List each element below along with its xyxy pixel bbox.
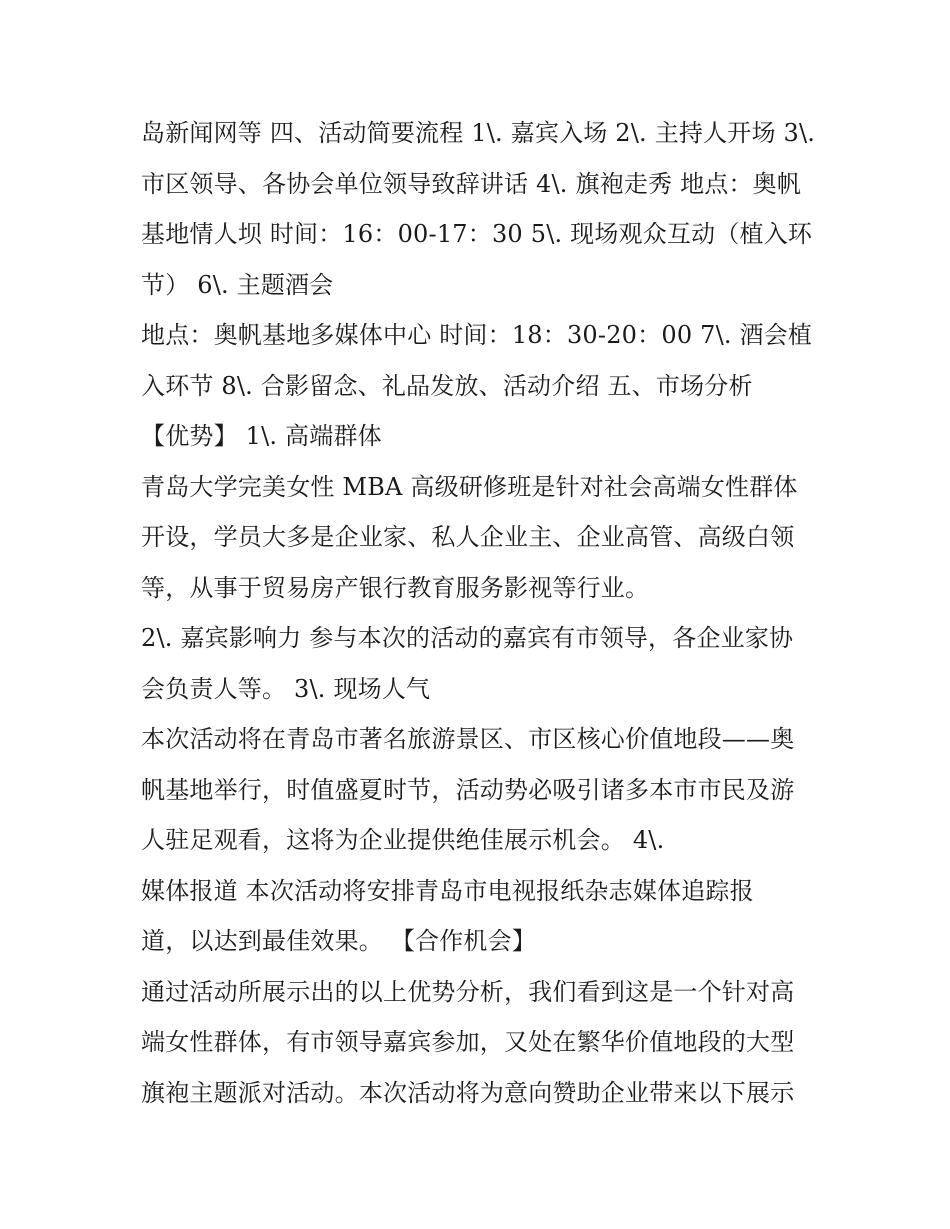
text-line: 2\. 嘉宾影响力 参与本次的活动的嘉宾有市领导，各企业家协 — [141, 624, 794, 652]
text-line: 人驻足观看，这将为企业提供绝佳展示机会。 4\. — [141, 826, 665, 854]
document-body — [141, 108, 841, 1118]
text-line: 节） 6\. 主题酒会 — [141, 270, 334, 299]
text-line: 地点：奥帆基地多媒体中心 时间：18：30-20：00 7\. 酒会植 — [141, 321, 813, 349]
text-line: 岛新闻网等 四、活动简要流程 1\. 嘉宾入场 2\. 主持人开场 3\. — [141, 119, 816, 147]
text-line: 入环节 8\. 合影留念、礼品发放、活动介绍 五、市场分析 — [141, 371, 753, 400]
text-line: 旗袍主题派对活动。本次活动将为意向赞助企业带来以下展示 — [141, 1078, 795, 1107]
text-line: 端女性群体，有市领导嘉宾参加，又处在繁华价值地段的大型 — [141, 1028, 795, 1056]
text-line: 帆基地举行，时值盛夏时节，活动势必吸引诸多本市市民及游 — [141, 775, 795, 804]
text-line: 开设，学员大多是企业家、私人企业主、企业高管、高级白领 — [141, 523, 795, 551]
text-line: 通过活动所展示出的以上优势分析，我们看到这是一个针对高 — [141, 977, 795, 1006]
text-line: 市区领导、各协会单位领导致辞讲话 4\. 旗袍走秀 地点：奥帆 — [141, 169, 802, 198]
text-line: 会负责人等。 3\. 现场人气 — [141, 674, 431, 703]
text-line: 等，从事于贸易房产银行教育服务影视等行业。 — [141, 573, 650, 602]
text-line: 基地情人坝 时间：16：00-17：30 5\. 现场观众互动（植入环 — [141, 220, 813, 248]
text-line: 本次活动将在青岛市著名旅游景区、市区核心价值地段——奥 — [141, 725, 795, 753]
text-line: 青岛大学完美女性 MBA 高级研修班是针对社会高端女性群体 — [141, 472, 798, 501]
text-line: 道，以达到最佳效果。 【合作机会】 — [141, 927, 537, 955]
text-line: 媒体报道 本次活动将安排青岛市电视报纸杂志媒体追踪报 — [141, 876, 754, 905]
text-line: 【优势】 1\. 高端群体 — [141, 422, 382, 450]
